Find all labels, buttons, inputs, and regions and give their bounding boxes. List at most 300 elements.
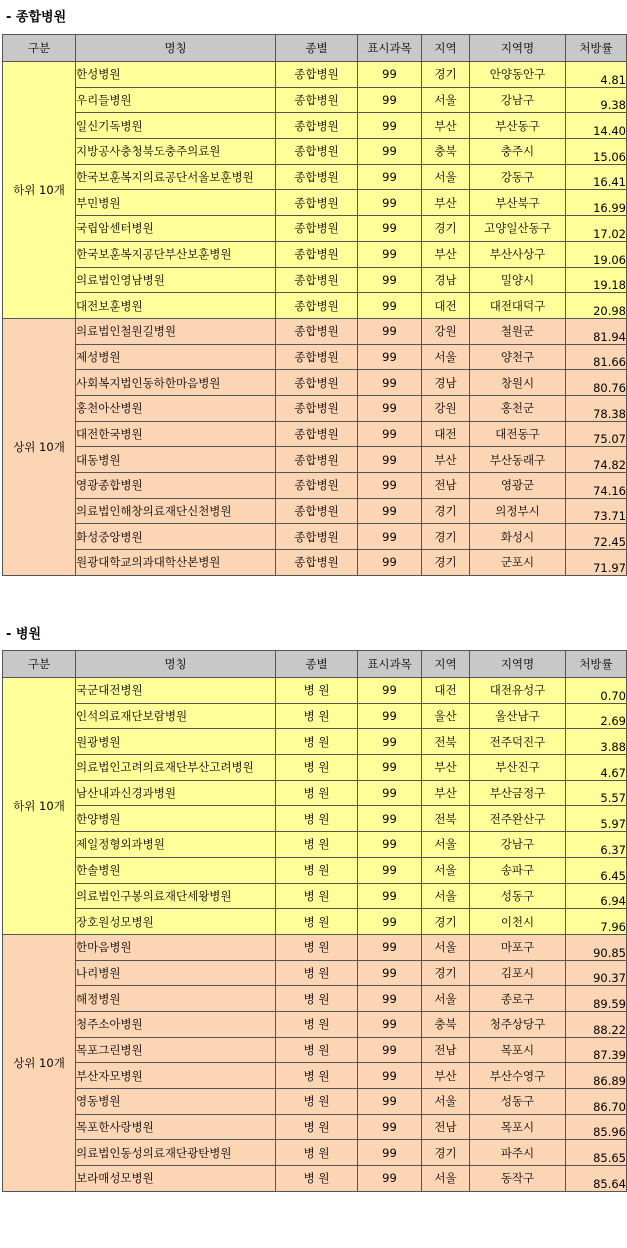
cell-area: 부산진구 xyxy=(470,755,566,781)
cell-region: 경기 xyxy=(422,524,470,550)
cell-name: 장호원성모병원 xyxy=(76,909,276,935)
cell-name: 화성중앙병원 xyxy=(76,524,276,550)
cell-region: 부산 xyxy=(422,190,470,216)
cell-dept: 99 xyxy=(358,678,422,704)
cell-area: 전주덕진구 xyxy=(470,729,566,755)
cell-area: 마포구 xyxy=(470,934,566,960)
table-row xyxy=(3,190,627,216)
cell-dept: 99 xyxy=(358,447,422,473)
cell-rate: 3.88 xyxy=(566,729,627,755)
table-row xyxy=(3,447,627,473)
table-row xyxy=(3,421,627,447)
cell-region: 서울 xyxy=(422,986,470,1012)
cell-region: 부산 xyxy=(422,1063,470,1089)
cell-region: 대전 xyxy=(422,678,470,704)
cell-dept: 99 xyxy=(358,216,422,242)
cell-rate: 90.37 xyxy=(566,960,627,986)
cell-name: 목포그린병원 xyxy=(76,1037,276,1063)
cell-rate: 74.82 xyxy=(566,447,627,473)
cell-type: 병 원 xyxy=(276,934,358,960)
cell-region: 서울 xyxy=(422,1089,470,1115)
column-header: 구분 xyxy=(3,651,76,678)
cell-dept: 99 xyxy=(358,755,422,781)
cell-dept: 99 xyxy=(358,241,422,267)
column-header: 지역 xyxy=(422,35,470,62)
cell-type: 병 원 xyxy=(276,883,358,909)
section-title: - 병원 xyxy=(6,627,42,642)
cell-region: 경기 xyxy=(422,909,470,935)
cell-rate: 5.97 xyxy=(566,806,627,832)
table-row xyxy=(3,986,627,1012)
cell-type: 종합병원 xyxy=(276,190,358,216)
cell-region: 전북 xyxy=(422,806,470,832)
cell-type: 종합병원 xyxy=(276,395,358,421)
table-header-row xyxy=(3,651,627,678)
cell-area: 화성시 xyxy=(470,524,566,550)
cell-area: 종로구 xyxy=(470,986,566,1012)
hospital-table xyxy=(2,34,627,576)
cell-name: 사회복지법인동하한마음병원 xyxy=(76,370,276,396)
cell-rate: 0.70 xyxy=(566,678,627,704)
column-header: 표시과목 xyxy=(358,651,422,678)
cell-type: 병 원 xyxy=(276,832,358,858)
cell-region: 전북 xyxy=(422,729,470,755)
cell-type: 병 원 xyxy=(276,986,358,1012)
cell-name: 원광대학교의과대학산본병원 xyxy=(76,550,276,576)
cell-rate: 9.38 xyxy=(566,87,627,113)
column-header: 지역명 xyxy=(470,651,566,678)
table-row xyxy=(3,473,627,499)
cell-area: 성동구 xyxy=(470,1089,566,1115)
cell-name: 의료법인영남병원 xyxy=(76,267,276,293)
cell-rate: 4.67 xyxy=(566,755,627,781)
cell-type: 병 원 xyxy=(276,780,358,806)
cell-name: 제성병원 xyxy=(76,344,276,370)
cell-name: 한국보훈복지의료공단서울보훈병원 xyxy=(76,164,276,190)
cell-rate: 72.45 xyxy=(566,524,627,550)
group-label: 하위 10개 xyxy=(3,678,76,935)
cell-region: 부산 xyxy=(422,241,470,267)
cell-rate: 71.97 xyxy=(566,550,627,576)
cell-area: 군포시 xyxy=(470,550,566,576)
cell-area: 동작구 xyxy=(470,1166,566,1192)
cell-dept: 99 xyxy=(358,318,422,344)
cell-rate: 88.22 xyxy=(566,1011,627,1037)
cell-region: 서울 xyxy=(422,164,470,190)
cell-type: 병 원 xyxy=(276,729,358,755)
table-row xyxy=(3,1114,627,1140)
cell-area: 전주완산구 xyxy=(470,806,566,832)
table-row xyxy=(3,729,627,755)
cell-area: 부산북구 xyxy=(470,190,566,216)
cell-type: 종합병원 xyxy=(276,318,358,344)
cell-region: 강원 xyxy=(422,395,470,421)
group-label: 하위 10개 xyxy=(3,62,76,319)
cell-area: 양천구 xyxy=(470,344,566,370)
table-row xyxy=(3,241,627,267)
cell-name: 부민병원 xyxy=(76,190,276,216)
cell-type: 종합병원 xyxy=(276,498,358,524)
cell-rate: 7.96 xyxy=(566,909,627,935)
cell-name: 청주소아병원 xyxy=(76,1011,276,1037)
cell-name: 영동병원 xyxy=(76,1089,276,1115)
table-row xyxy=(3,370,627,396)
cell-region: 부산 xyxy=(422,755,470,781)
table-row xyxy=(3,832,627,858)
cell-rate: 20.98 xyxy=(566,293,627,319)
cell-region: 경남 xyxy=(422,267,470,293)
cell-region: 경기 xyxy=(422,498,470,524)
table-row xyxy=(3,550,627,576)
table-row xyxy=(3,1140,627,1166)
table-row xyxy=(3,780,627,806)
cell-region: 강원 xyxy=(422,318,470,344)
cell-area: 충주시 xyxy=(470,139,566,165)
table-row xyxy=(3,62,627,88)
cell-region: 서울 xyxy=(422,1166,470,1192)
table-row xyxy=(3,164,627,190)
cell-name: 우리들병원 xyxy=(76,87,276,113)
cell-area: 강동구 xyxy=(470,164,566,190)
cell-area: 파주시 xyxy=(470,1140,566,1166)
cell-area: 목포시 xyxy=(470,1114,566,1140)
column-header: 종별 xyxy=(276,35,358,62)
cell-area: 목포시 xyxy=(470,1037,566,1063)
cell-type: 종합병원 xyxy=(276,62,358,88)
cell-name: 국군대전병원 xyxy=(76,678,276,704)
cell-region: 서울 xyxy=(422,344,470,370)
cell-dept: 99 xyxy=(358,1089,422,1115)
cell-dept: 99 xyxy=(358,703,422,729)
cell-rate: 2.69 xyxy=(566,703,627,729)
table-row xyxy=(3,139,627,165)
cell-region: 전남 xyxy=(422,473,470,499)
cell-dept: 99 xyxy=(358,62,422,88)
table-row xyxy=(3,318,627,344)
cell-dept: 99 xyxy=(358,113,422,139)
cell-dept: 99 xyxy=(358,1037,422,1063)
cell-area: 이천시 xyxy=(470,909,566,935)
cell-type: 병 원 xyxy=(276,1011,358,1037)
column-header: 지역 xyxy=(422,651,470,678)
cell-area: 송파구 xyxy=(470,857,566,883)
cell-region: 서울 xyxy=(422,934,470,960)
cell-name: 국립암센터병원 xyxy=(76,216,276,242)
cell-type: 종합병원 xyxy=(276,473,358,499)
cell-rate: 74.16 xyxy=(566,473,627,499)
cell-region: 경남 xyxy=(422,370,470,396)
cell-name: 원광병원 xyxy=(76,729,276,755)
cell-area: 대전동구 xyxy=(470,421,566,447)
cell-name: 한솔병원 xyxy=(76,857,276,883)
cell-type: 종합병원 xyxy=(276,216,358,242)
cell-dept: 99 xyxy=(358,806,422,832)
cell-name: 한성병원 xyxy=(76,62,276,88)
cell-region: 울산 xyxy=(422,703,470,729)
cell-dept: 99 xyxy=(358,934,422,960)
cell-name: 의료법인동성의료재단광탄병원 xyxy=(76,1140,276,1166)
cell-type: 종합병원 xyxy=(276,87,358,113)
cell-rate: 16.41 xyxy=(566,164,627,190)
cell-name: 보라매성모병원 xyxy=(76,1166,276,1192)
cell-dept: 99 xyxy=(358,780,422,806)
cell-type: 병 원 xyxy=(276,1166,358,1192)
cell-rate: 85.64 xyxy=(566,1166,627,1192)
cell-type: 종합병원 xyxy=(276,550,358,576)
cell-region: 서울 xyxy=(422,857,470,883)
cell-dept: 99 xyxy=(358,395,422,421)
cell-name: 부산자모병원 xyxy=(76,1063,276,1089)
cell-rate: 75.07 xyxy=(566,421,627,447)
cell-region: 경기 xyxy=(422,1140,470,1166)
hospital-table xyxy=(2,650,627,1192)
cell-region: 경기 xyxy=(422,550,470,576)
cell-region: 대전 xyxy=(422,293,470,319)
cell-region: 경기 xyxy=(422,62,470,88)
cell-rate: 86.89 xyxy=(566,1063,627,1089)
table-row xyxy=(3,87,627,113)
cell-dept: 99 xyxy=(358,909,422,935)
cell-type: 병 원 xyxy=(276,960,358,986)
column-header: 명칭 xyxy=(76,651,276,678)
cell-dept: 99 xyxy=(358,550,422,576)
cell-rate: 19.18 xyxy=(566,267,627,293)
cell-dept: 99 xyxy=(358,87,422,113)
cell-type: 병 원 xyxy=(276,678,358,704)
column-header: 지역명 xyxy=(470,35,566,62)
cell-area: 부산동래구 xyxy=(470,447,566,473)
cell-dept: 99 xyxy=(358,293,422,319)
cell-rate: 15.06 xyxy=(566,139,627,165)
table-row xyxy=(3,960,627,986)
cell-region: 충북 xyxy=(422,1011,470,1037)
cell-region: 서울 xyxy=(422,832,470,858)
column-header: 구분 xyxy=(3,35,76,62)
cell-type: 병 원 xyxy=(276,703,358,729)
cell-rate: 16.99 xyxy=(566,190,627,216)
cell-type: 병 원 xyxy=(276,1114,358,1140)
column-header: 처방률 xyxy=(566,651,627,678)
cell-rate: 17.02 xyxy=(566,216,627,242)
cell-name: 지방공사충청북도충주의료원 xyxy=(76,139,276,165)
cell-name: 나리병원 xyxy=(76,960,276,986)
table-row xyxy=(3,1089,627,1115)
cell-area: 부산사상구 xyxy=(470,241,566,267)
cell-region: 경기 xyxy=(422,960,470,986)
cell-rate: 78.38 xyxy=(566,395,627,421)
cell-area: 대전유성구 xyxy=(470,678,566,704)
table-row xyxy=(3,1011,627,1037)
cell-rate: 85.65 xyxy=(566,1140,627,1166)
cell-dept: 99 xyxy=(358,960,422,986)
column-header: 명칭 xyxy=(76,35,276,62)
cell-area: 홍천군 xyxy=(470,395,566,421)
cell-type: 종합병원 xyxy=(276,421,358,447)
table-row xyxy=(3,934,627,960)
cell-area: 고양일산동구 xyxy=(470,216,566,242)
table-row xyxy=(3,883,627,909)
cell-rate: 14.40 xyxy=(566,113,627,139)
cell-area: 철원군 xyxy=(470,318,566,344)
cell-name: 한양병원 xyxy=(76,806,276,832)
cell-type: 종합병원 xyxy=(276,524,358,550)
table-row xyxy=(3,909,627,935)
cell-dept: 99 xyxy=(358,1140,422,1166)
table-row xyxy=(3,498,627,524)
cell-name: 의료법인구봉의료재단세왕병원 xyxy=(76,883,276,909)
cell-type: 병 원 xyxy=(276,755,358,781)
cell-region: 대전 xyxy=(422,421,470,447)
cell-name: 의료법인해창의료재단신천병원 xyxy=(76,498,276,524)
cell-dept: 99 xyxy=(358,164,422,190)
table-row xyxy=(3,267,627,293)
cell-area: 창원시 xyxy=(470,370,566,396)
section-title: - 종합병원 xyxy=(6,10,67,25)
cell-dept: 99 xyxy=(358,421,422,447)
cell-rate: 89.59 xyxy=(566,986,627,1012)
cell-area: 부산동구 xyxy=(470,113,566,139)
cell-area: 김포시 xyxy=(470,960,566,986)
table-row xyxy=(3,113,627,139)
cell-dept: 99 xyxy=(358,139,422,165)
cell-region: 서울 xyxy=(422,87,470,113)
table-row xyxy=(3,755,627,781)
cell-area: 안양동안구 xyxy=(470,62,566,88)
cell-name: 의료법인고려의료재단부산고려병원 xyxy=(76,755,276,781)
cell-area: 의정부시 xyxy=(470,498,566,524)
cell-region: 경기 xyxy=(422,216,470,242)
table-row xyxy=(3,524,627,550)
cell-rate: 73.71 xyxy=(566,498,627,524)
column-header: 처방률 xyxy=(566,35,627,62)
column-header: 종별 xyxy=(276,651,358,678)
cell-type: 병 원 xyxy=(276,909,358,935)
cell-dept: 99 xyxy=(358,473,422,499)
cell-rate: 90.85 xyxy=(566,934,627,960)
cell-dept: 99 xyxy=(358,1166,422,1192)
cell-name: 한국보훈복지공단부산보훈병원 xyxy=(76,241,276,267)
cell-dept: 99 xyxy=(358,1011,422,1037)
cell-type: 종합병원 xyxy=(276,241,358,267)
cell-rate: 80.76 xyxy=(566,370,627,396)
cell-area: 청주상당구 xyxy=(470,1011,566,1037)
cell-region: 부산 xyxy=(422,113,470,139)
cell-area: 영광군 xyxy=(470,473,566,499)
cell-type: 종합병원 xyxy=(276,164,358,190)
cell-region: 전남 xyxy=(422,1037,470,1063)
cell-area: 대전대덕구 xyxy=(470,293,566,319)
column-header: 표시과목 xyxy=(358,35,422,62)
table-row xyxy=(3,703,627,729)
cell-dept: 99 xyxy=(358,1063,422,1089)
cell-type: 병 원 xyxy=(276,806,358,832)
cell-area: 부산금정구 xyxy=(470,780,566,806)
cell-dept: 99 xyxy=(358,190,422,216)
cell-name: 목포한사랑병원 xyxy=(76,1114,276,1140)
cell-dept: 99 xyxy=(358,370,422,396)
table-row xyxy=(3,1166,627,1192)
table-row xyxy=(3,395,627,421)
cell-type: 병 원 xyxy=(276,1037,358,1063)
cell-rate: 19.06 xyxy=(566,241,627,267)
cell-dept: 99 xyxy=(358,986,422,1012)
cell-rate: 81.94 xyxy=(566,318,627,344)
cell-area: 울산남구 xyxy=(470,703,566,729)
table-row xyxy=(3,216,627,242)
cell-name: 대전보훈병원 xyxy=(76,293,276,319)
cell-dept: 99 xyxy=(358,1114,422,1140)
table-row xyxy=(3,857,627,883)
cell-type: 병 원 xyxy=(276,857,358,883)
cell-dept: 99 xyxy=(358,883,422,909)
table-row xyxy=(3,1037,627,1063)
cell-type: 종합병원 xyxy=(276,267,358,293)
cell-region: 부산 xyxy=(422,780,470,806)
cell-rate: 81.66 xyxy=(566,344,627,370)
cell-rate: 6.94 xyxy=(566,883,627,909)
table-row xyxy=(3,344,627,370)
cell-name: 대전한국병원 xyxy=(76,421,276,447)
table-header-row xyxy=(3,35,627,62)
cell-dept: 99 xyxy=(358,344,422,370)
table-row xyxy=(3,293,627,319)
cell-dept: 99 xyxy=(358,524,422,550)
cell-region: 충북 xyxy=(422,139,470,165)
cell-name: 의료법인철원길병원 xyxy=(76,318,276,344)
cell-region: 전남 xyxy=(422,1114,470,1140)
cell-region: 부산 xyxy=(422,447,470,473)
cell-type: 종합병원 xyxy=(276,293,358,319)
cell-name: 영광종합병원 xyxy=(76,473,276,499)
cell-name: 일신기독병원 xyxy=(76,113,276,139)
group-label: 상위 10개 xyxy=(3,934,76,1191)
cell-name: 제일정형외과병원 xyxy=(76,832,276,858)
cell-type: 종합병원 xyxy=(276,113,358,139)
cell-area: 강남구 xyxy=(470,832,566,858)
table-row xyxy=(3,678,627,704)
cell-name: 남산내과신경과병원 xyxy=(76,780,276,806)
cell-area: 밀양시 xyxy=(470,267,566,293)
cell-region: 서울 xyxy=(422,883,470,909)
cell-name: 대동병원 xyxy=(76,447,276,473)
cell-dept: 99 xyxy=(358,857,422,883)
table-row xyxy=(3,1063,627,1089)
cell-name: 한마음병원 xyxy=(76,934,276,960)
cell-type: 종합병원 xyxy=(276,370,358,396)
cell-type: 종합병원 xyxy=(276,447,358,473)
group-label: 상위 10개 xyxy=(3,318,76,575)
cell-type: 병 원 xyxy=(276,1089,358,1115)
cell-rate: 86.70 xyxy=(566,1089,627,1115)
cell-name: 인석의료재단보람병원 xyxy=(76,703,276,729)
cell-area: 성동구 xyxy=(470,883,566,909)
cell-dept: 99 xyxy=(358,267,422,293)
cell-name: 홍천아산병원 xyxy=(76,395,276,421)
cell-area: 부산수영구 xyxy=(470,1063,566,1089)
cell-type: 병 원 xyxy=(276,1063,358,1089)
table-row xyxy=(3,806,627,832)
cell-area: 강남구 xyxy=(470,87,566,113)
cell-rate: 6.37 xyxy=(566,832,627,858)
cell-type: 종합병원 xyxy=(276,139,358,165)
cell-name: 해정병원 xyxy=(76,986,276,1012)
cell-rate: 5.57 xyxy=(566,780,627,806)
cell-rate: 85.96 xyxy=(566,1114,627,1140)
cell-rate: 87.39 xyxy=(566,1037,627,1063)
cell-rate: 6.45 xyxy=(566,857,627,883)
cell-dept: 99 xyxy=(358,729,422,755)
cell-rate: 4.81 xyxy=(566,62,627,88)
